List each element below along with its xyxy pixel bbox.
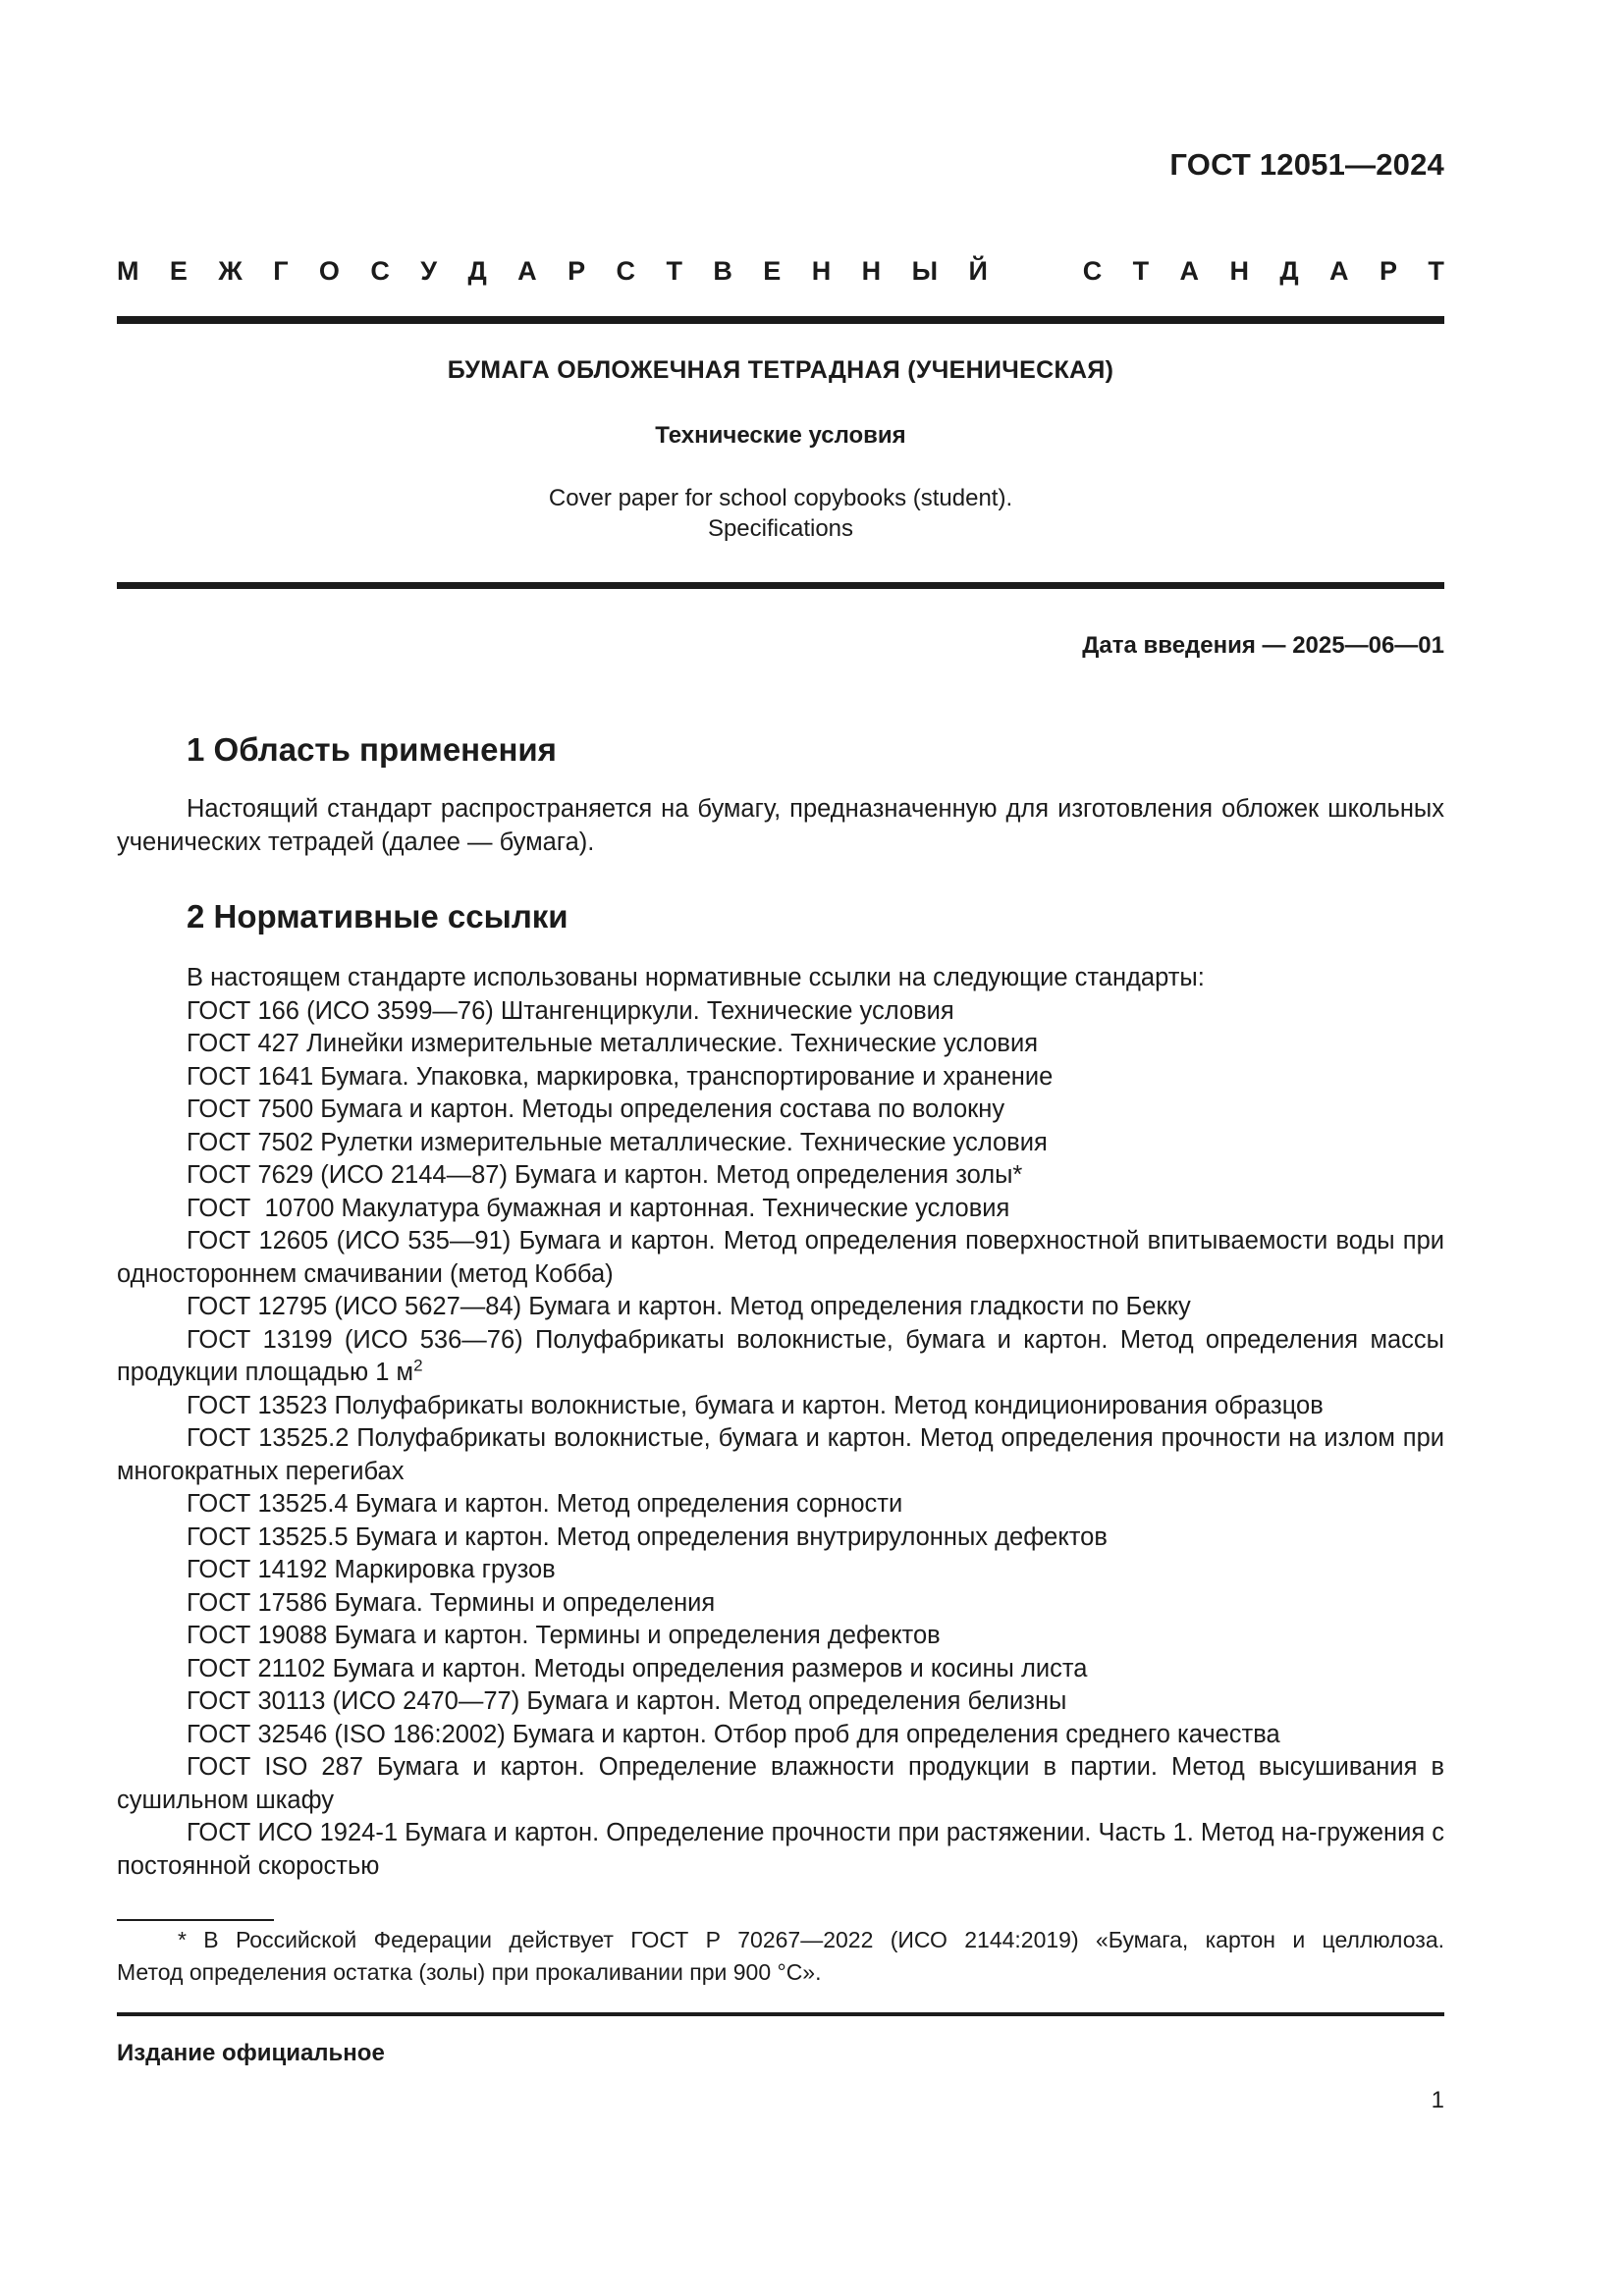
- official-edition-label: Издание официальное: [117, 2040, 385, 2066]
- reference-code: ГОСТ 17586: [187, 1588, 328, 1617]
- reference-code: ГОСТ ИСО 1924-1: [187, 1819, 399, 1846]
- reference-title: Бумага. Упаковка, маркировка, транспортирование и хранение: [320, 1062, 1054, 1091]
- reference-title: Бумага и картон. Термины и определения дефектов: [334, 1622, 941, 1649]
- reference-item: [117, 1061, 1444, 1095]
- reference-item: [117, 1390, 1444, 1423]
- reference-item: [117, 1522, 1444, 1555]
- reference-code: ГОСТ 32546 (ISO 186:2002): [187, 1720, 506, 1748]
- reference-item: [117, 1620, 1444, 1653]
- banner-letter: А: [517, 256, 537, 286]
- footnote-line: Метод определения остатка (золы) при прокаливании при 900 °С».: [117, 1959, 822, 1985]
- reference-code: ГОСТ 14192: [187, 1556, 328, 1583]
- reference-code: ГОСТ 1641: [187, 1062, 314, 1091]
- english-title-line: Cover paper for school copybooks (student).: [548, 485, 1013, 511]
- banner-letter: Т: [1132, 256, 1150, 286]
- banner-letter: А: [1329, 256, 1349, 286]
- reference-title: Бумага и картон. Метод определения сорности: [354, 1490, 903, 1518]
- banner-letter: Р: [568, 256, 586, 286]
- banner-letter: Г: [273, 256, 289, 286]
- reference-item: [117, 1291, 1444, 1324]
- reference-item: [117, 1225, 1444, 1291]
- banner-letter: Ж: [218, 256, 243, 286]
- reference-title: Бумага и картон. Метод определения белизны: [526, 1687, 1067, 1715]
- reference-title: Бумага и картон. Метод определения поверхностной впитываемости воды при одностороннем смачивании (метод Кобба): [117, 1227, 1444, 1288]
- introduction-date: Дата введения — 2025—06—01: [1082, 632, 1444, 659]
- reference-title: Бумага и картон. Определение прочности при растяжении. Часть 1. Метод на-гружения с постоянной скоростью: [117, 1819, 1444, 1880]
- reference-title: Бумага и картон. Метод определения гладкости по Бекку: [528, 1293, 1191, 1320]
- section-1-paragraph: [117, 793, 1444, 859]
- reference-code: ГОСТ 21102: [187, 1654, 326, 1682]
- reference-item: [117, 1422, 1444, 1488]
- reference-code: ГОСТ 12605 (ИСО 535—91): [187, 1227, 512, 1255]
- reference-title: Рулетки измерительные металлические. Технические условия: [320, 1128, 1048, 1156]
- banner-letter: Д: [467, 256, 487, 286]
- english-title: [117, 483, 1444, 544]
- reference-code: ГОСТ 13523: [187, 1391, 328, 1419]
- reference-title: Штангенциркули. Технические условия: [500, 996, 954, 1025]
- reference-code: ГОСТ 12795 (ИСО 5627—84): [187, 1293, 522, 1320]
- reference-item: [117, 1719, 1444, 1752]
- reference-title: Линейки измерительные металлические. Технические условия: [306, 1030, 1039, 1057]
- reference-code: ГОСТ 427: [187, 1030, 299, 1057]
- normative-references-list: [117, 962, 1444, 1883]
- reference-code: ГОСТ 19088: [187, 1622, 328, 1649]
- reference-title: Бумага и картон. Отбор проб для определения среднего качества: [512, 1720, 1280, 1748]
- standard-number: ГОСТ 12051—2024: [1169, 147, 1444, 182]
- reference-code: ГОСТ 10700: [187, 1194, 335, 1222]
- banner-letter: Н: [811, 256, 832, 286]
- reference-item: [117, 1587, 1444, 1621]
- reference-code: ГОСТ 13525.2: [187, 1424, 350, 1452]
- page-number: 1: [1431, 2087, 1444, 2113]
- reference-item: [117, 1685, 1444, 1719]
- document-title: БУМАГА ОБЛОЖЕЧНАЯ ТЕТРАДНАЯ (УЧЕНИЧЕСКАЯ): [447, 356, 1114, 384]
- reference-code: ГОСТ 7629 (ИСО 2144—87): [187, 1161, 508, 1189]
- banner-letter: Н: [861, 256, 882, 286]
- english-title-line: Specifications: [707, 515, 854, 542]
- footnote: [117, 1924, 1444, 1989]
- reference-title: Бумага и картон. Определение влажности продукции в партии. Метод высушивания в сушильном шкафу: [117, 1753, 1445, 1814]
- banner-letter: Ы: [911, 256, 939, 286]
- reference-item: [117, 1488, 1444, 1522]
- banner-letter: С: [370, 256, 390, 286]
- banner-letter: С: [616, 256, 636, 286]
- top-divider: [117, 316, 1444, 324]
- title-divider: [117, 582, 1444, 589]
- banner-letter: Н: [1229, 256, 1249, 286]
- banner-letter: У: [420, 256, 438, 286]
- reference-item: [117, 1028, 1444, 1061]
- banner-letter: М: [117, 256, 139, 286]
- banner-letter: Д: [1279, 256, 1299, 286]
- section-1-heading: 1 Область применения: [187, 731, 557, 768]
- footnote-line: * В Российской Федерации действует ГОСТ Р 70267—2022 (ИСО 2144:2019) «Бумага, картон и целлюлоза.: [178, 1927, 1444, 1952]
- banner-letter: Е: [763, 256, 782, 286]
- reference-title: Бумага. Термины и определения: [334, 1588, 716, 1617]
- reference-title: Бумага и картон. Метод определения золы*: [514, 1161, 1023, 1189]
- document-subtitle: Технические условия: [655, 422, 906, 449]
- banner-letter: Р: [1379, 256, 1397, 286]
- paragraph-text: Настоящий стандарт распространяется на бумагу, предназначенную для изготовления обложек школьных ученических тетрадей (далее — бумага).: [117, 795, 1444, 856]
- reference-title: Полуфабрикаты волокнистые, бумага и картон. Метод определения прочности на излом при многократных перегибах: [117, 1424, 1444, 1485]
- reference-title: Полуфабрикаты волокнистые, бумага и картон. Метод кондиционирования образцов: [334, 1391, 1324, 1419]
- banner-letter: Т: [1428, 256, 1444, 286]
- banner-letter: Й: [968, 256, 988, 286]
- section-2-heading: 2 Нормативные ссылки: [187, 898, 568, 934]
- reference-title: Бумага и картон. Методы определения состава по волокну: [320, 1095, 1005, 1123]
- reference-title: Бумага и картон. Методы определения размеров и косины листа: [332, 1654, 1088, 1682]
- reference-item: [117, 1159, 1444, 1193]
- bottom-divider: [117, 2012, 1444, 2016]
- reference-code: ГОСТ 13525.4: [187, 1490, 349, 1518]
- reference-item: [117, 1127, 1444, 1160]
- superscript: 2: [413, 1356, 423, 1375]
- footnote-separator: [117, 1919, 274, 1921]
- reference-title: Полуфабрикаты волокнистые, бумага и картон. Метод определения массы продукции площадью 1 м: [117, 1325, 1444, 1386]
- reference-title: Маркировка грузов: [334, 1556, 556, 1583]
- reference-item: [117, 995, 1444, 1029]
- banner-letter: А: [1179, 256, 1200, 286]
- reference-title: Бумага и картон. Метод определения внутрирулонных дефектов: [354, 1522, 1108, 1551]
- banner-letter: О: [318, 256, 340, 286]
- reference-title: Макулатура бумажная и картонная. Технические условия: [341, 1194, 1010, 1222]
- reference-code: ГОСТ 13199 (ИСО 536—76): [187, 1325, 523, 1354]
- reference-item: [117, 1751, 1444, 1817]
- banner-letter: С: [1082, 256, 1103, 286]
- reference-code: ГОСТ ISO 287: [187, 1753, 363, 1781]
- reference-item: [117, 1193, 1444, 1226]
- reference-item: [117, 1324, 1444, 1390]
- banner-letter: Т: [666, 256, 682, 286]
- reference-code: ГОСТ 7500: [187, 1095, 314, 1123]
- references-intro: В настоящем стандарте использованы нормативные ссылки на следующие стандарты:: [187, 964, 1205, 991]
- banner-gap: [1018, 254, 1052, 288]
- interstate-standard-banner: [117, 254, 1444, 288]
- banner-letter: В: [713, 256, 732, 286]
- reference-item: [117, 1554, 1444, 1587]
- banner-letter: Е: [169, 256, 188, 286]
- reference-code: ГОСТ 166 (ИСО 3599—76): [187, 996, 494, 1025]
- reference-code: ГОСТ 13525.5: [187, 1522, 349, 1551]
- reference-item: [117, 1653, 1444, 1686]
- reference-code: ГОСТ 7502: [187, 1128, 314, 1156]
- reference-item: [117, 1817, 1444, 1883]
- reference-item: [117, 1094, 1444, 1127]
- reference-code: ГОСТ 30113 (ИСО 2470—77): [187, 1687, 520, 1715]
